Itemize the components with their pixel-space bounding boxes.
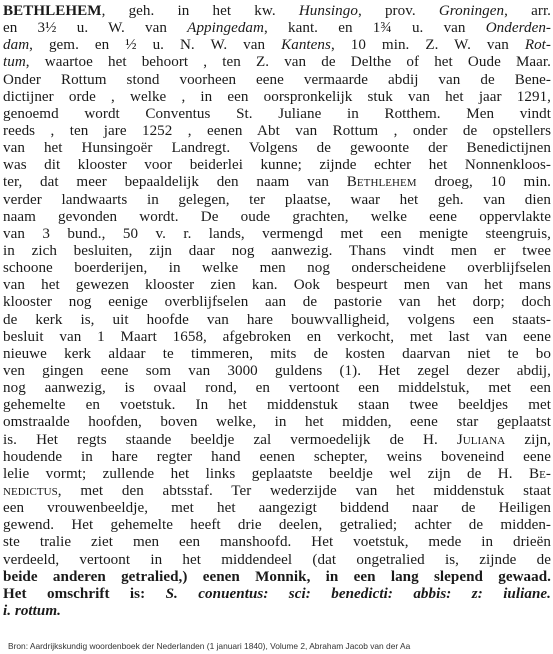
entry-line xyxy=(3,294,551,311)
text-run: gehemelte en voetstuk. In het middenstuk staan twee beeldjes met xyxy=(3,397,551,414)
entry-line xyxy=(3,363,551,380)
text-run: een vrouwenbeeldje, met het aangezigt biddend naar de Heiligen xyxy=(3,500,551,517)
text-run: i. rottum. xyxy=(3,602,61,619)
text-run: ste tralie ziet men een manshoofd. Het voetstuk, mede in drieën xyxy=(3,534,551,551)
entry-line xyxy=(3,89,551,106)
text-run: besluit van 1 Maart 1658, afgebroken en verkocht, met last van eene xyxy=(3,328,551,345)
text-run: , met den abtsstaf. Ter wederzijde van het middenstuk staat xyxy=(57,482,551,499)
text-run: , arr. xyxy=(504,3,551,19)
entry-line xyxy=(3,329,551,346)
text-run: verder landwaarts in gelegen, ter plaatse, waar het geh. van dien xyxy=(3,191,551,208)
entry-line xyxy=(3,192,551,209)
headword: BETHLEHEM xyxy=(3,3,102,19)
text-run: , prov. xyxy=(357,3,439,19)
text-run: in zich besluiten, zijn daar nog aanwezig. Thans vindt men er twee xyxy=(3,242,551,259)
entry-line xyxy=(3,483,551,500)
text-run: schoone boerderijen, in welke men nog onderscheidene overblijfselen xyxy=(3,260,551,277)
text-run: lelie vormt; zullende het links geplaatste beeldje wel zijn de H. B xyxy=(3,465,540,482)
entry-line xyxy=(3,449,551,466)
source-footer: Bron: Aardrijkskundig woordenboek der Nederlanden (1 januari 1840), Volume 2, Abraham Jacob van der Aa xyxy=(8,641,411,651)
text-run: naam gevonden wordt. De oude grachten, welke eene oppervlakte xyxy=(3,208,551,225)
text-run: was dit klooster voor beiderlei kunne; zijnde echter het Nonnenkloos- xyxy=(3,157,551,174)
entry-line xyxy=(3,54,551,71)
text-run: de kerk is, uit hoofde van hare bouwvalligheid, volgens een staats- xyxy=(3,311,551,328)
text-run: gewend. Het gehemelte heeft drie deelen, getralied; achter de midden- xyxy=(3,517,551,534)
text-run: , geh. in het kw. xyxy=(101,3,299,19)
text-run: Onder Rottum stond voorheen eene vermaarde abdij van de Bene- xyxy=(3,71,551,88)
dictionary-entry-bethlehem xyxy=(3,3,551,620)
text-run: houdende in hare regter hand eenen schepter, weins boveneind eene xyxy=(3,448,551,465)
text-run: beide anderen getralied,) eenen Monnik, in een lang slepend gewaad. xyxy=(3,568,551,585)
text-run: , gem. en ½ u. N. W. van xyxy=(29,37,282,54)
text-run: Rot- xyxy=(524,37,551,54)
entry-line xyxy=(3,500,551,517)
entry-line xyxy=(3,106,551,123)
text-run: Onderden- xyxy=(485,20,551,37)
text-run: , waartoe het behoort , ten Z. van de Delthe of het Oude Maar. xyxy=(25,54,551,71)
entry-line xyxy=(3,346,551,363)
text-run: ven gingen eene som van 3000 guldens (1). Het zegel dezer abdij, xyxy=(3,362,551,379)
text-run: e- xyxy=(539,465,551,482)
text-run: ter, dat meer bepaaldelijk den naam van xyxy=(3,174,347,191)
text-run: klooster nog eenige overblijfselen aan de pastorie van het dorp; doch xyxy=(3,294,551,311)
text-run: omstraalde hoofden, boven welke, in het midden, eene star geplaatst xyxy=(3,414,551,431)
text-run: van het gewezen klooster zien kan. Ook bespeurt men van het mans xyxy=(3,277,551,294)
entry-line xyxy=(3,157,551,174)
entry-line xyxy=(3,140,551,157)
entry-line xyxy=(3,603,551,620)
text-run: , 10 min. Z. W. van xyxy=(330,37,525,54)
entry-line xyxy=(3,534,551,551)
entry-line xyxy=(3,312,551,329)
entry-line xyxy=(3,174,551,191)
text-run: dam xyxy=(3,37,30,54)
entry-line xyxy=(3,123,551,140)
entry-line xyxy=(3,380,551,397)
text-run: genoemd wordt Conventus St. Juliane in Rotthem. Men vindt xyxy=(3,105,551,122)
text-run: van het Hunsingoër Landregt. Volgens de gewoonte der Benedictijnen xyxy=(3,140,551,157)
entry-line xyxy=(3,414,551,431)
entry-line xyxy=(3,432,551,449)
text-run: , kant. en 1¾ u. van xyxy=(263,20,486,37)
entry-line xyxy=(3,243,551,260)
text-run: tum xyxy=(3,54,26,71)
text-run: S. conuentus: sci: benedicti: abbis: z: iuliane. xyxy=(165,585,551,602)
entry-line xyxy=(3,37,551,54)
entry-line xyxy=(3,569,551,586)
entry-line xyxy=(3,517,551,534)
text-run: nedictus xyxy=(3,482,58,499)
entry-line xyxy=(3,3,551,20)
text-run: en 3½ u. W. van xyxy=(3,20,188,37)
text-run: Appingedam xyxy=(187,20,264,37)
entry-line xyxy=(3,552,551,569)
entry-line xyxy=(3,209,551,226)
entry-line xyxy=(3,20,551,37)
text-run: van 3 bund., 50 v. r. lands, vermengd met een menigte steengruis, xyxy=(3,225,551,242)
text-run: verdeeld, vertoont in het middendeel (dat ongetralied is, zijnde de xyxy=(3,551,551,568)
text-run: reeds , ten jare 1252 , eenen Abt van Rottum , onder de opstellers xyxy=(3,122,551,139)
text-run: Kantens xyxy=(281,37,331,54)
text-run: Het omschrift is: xyxy=(3,585,166,602)
text-run: zijn, xyxy=(505,431,551,448)
entry-line xyxy=(3,277,551,294)
entry-line xyxy=(3,586,551,603)
text-run: nog aanwezig, is ovaal rond, en vertoont een middelstuk, met een xyxy=(3,380,551,397)
entry-line xyxy=(3,226,551,243)
text-run: is. Het regts staande beeldje zal vermoedelijk de H. xyxy=(3,431,457,448)
text-run: Groningen xyxy=(438,3,505,19)
text-run: dictijner orde , welke , in een oorspronkelijk stuk van het jaar 1291, xyxy=(3,88,551,105)
entry-line xyxy=(3,466,551,483)
entry-line xyxy=(3,72,551,89)
text-run: Bethlehem xyxy=(346,174,417,191)
text-run: Hunsingo xyxy=(298,3,358,19)
entry-line xyxy=(3,397,551,414)
text-run: nieuwe kerk aldaar te timmeren, mits de kosten daarvan niet te bo xyxy=(3,345,551,362)
entry-line xyxy=(3,260,551,277)
text-run: droeg, 10 min. xyxy=(416,174,551,191)
text-run: Juliana xyxy=(456,431,506,448)
